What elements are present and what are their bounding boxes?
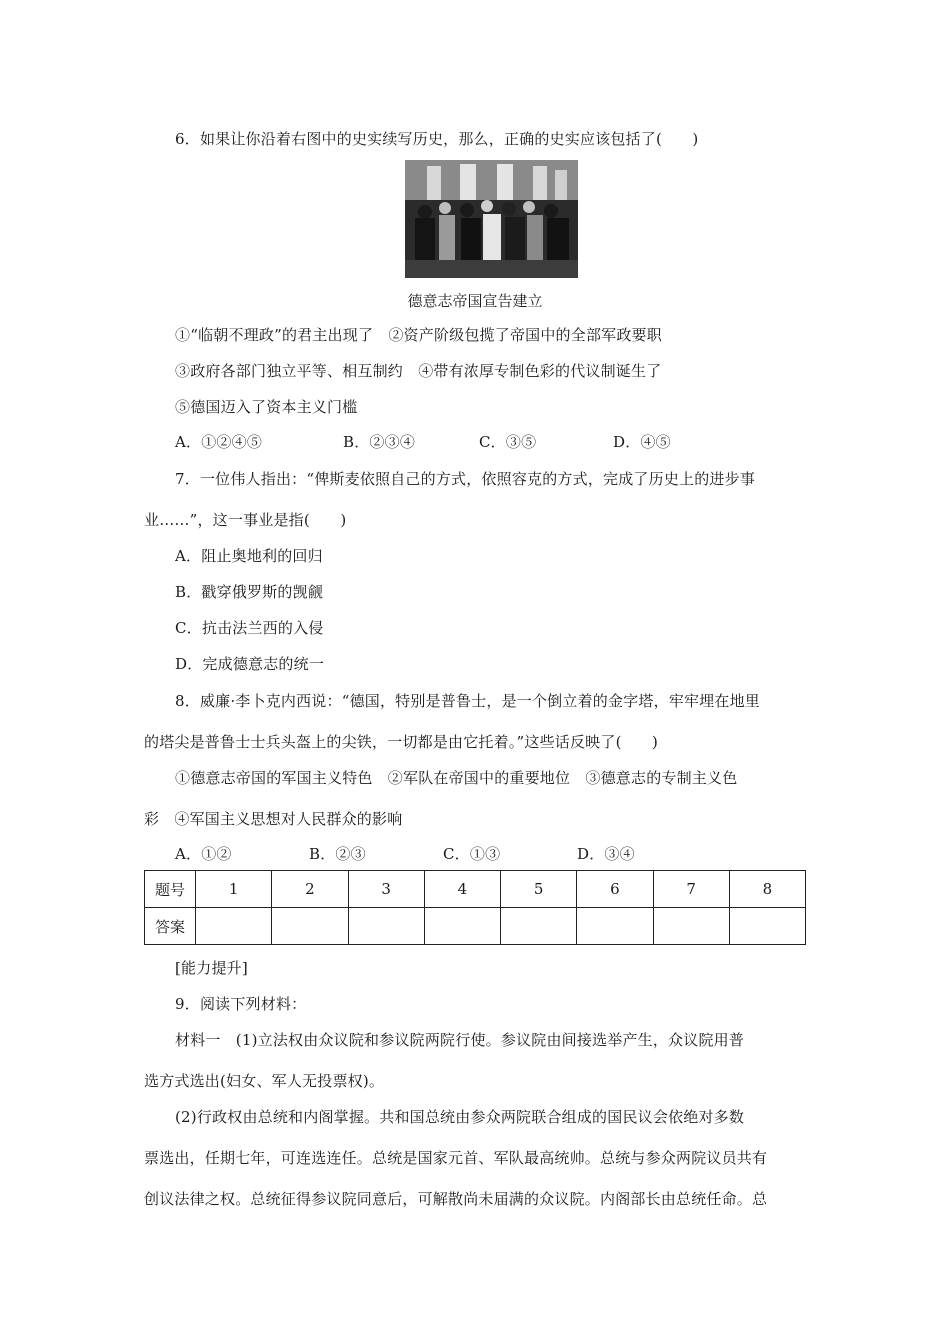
q9-material-2: (2)行政权由总统和内阁掌握。共和国总统由参众两院联合组成的国民议会依绝对多数 — [175, 1108, 745, 1126]
q8-items-continued: 彩 ④军国主义思想对人民群众的影响 — [144, 810, 403, 828]
q6-item-line: ③政府各部门独立平等、相互制约 ④带有浓厚专制色彩的代议制诞生了 — [175, 362, 662, 380]
question-number-cell: 8 — [729, 871, 805, 908]
q8-items: ①德意志帝国的军国主义特色 ②军队在帝国中的重要地位 ③德意志的专制主义色 — [175, 769, 738, 787]
question-number-cell: 5 — [501, 871, 577, 908]
table-row — [145, 871, 806, 908]
q7-stem: 7．一位伟人指出：“俾斯麦依照自己的方式，依照容克的方式，完成了历史上的进步事 — [175, 470, 756, 488]
option-a: A．①②④⑤ — [175, 433, 263, 451]
q7-option-b: B．戳穿俄罗斯的觊觎 — [175, 583, 324, 601]
question-number-cell: 6 — [577, 871, 653, 908]
q9-material-1: 材料一 (1)立法权由众议院和参议院两院行使。参议院由间接选举产生，众议院用普 — [175, 1031, 745, 1049]
question-number-cell: 2 — [272, 871, 348, 908]
question-number-cell: 7 — [653, 871, 729, 908]
answer-cell[interactable] — [424, 908, 500, 945]
q9-stem: 9．阅读下列材料： — [175, 995, 307, 1013]
answer-cell[interactable] — [653, 908, 729, 945]
q9-material-2-continued: 票选出，任期七年，可连选连任。总统是国家元首、军队最高统帅。总统与参众两院议员共有 — [144, 1149, 768, 1167]
option-a: A．①② — [175, 845, 232, 863]
option-b: B．②③ — [309, 845, 366, 863]
option-d: D．④⑤ — [613, 433, 671, 451]
option-c: C．③⑤ — [479, 433, 537, 451]
q7-option-c: C．抗击法兰西的入侵 — [175, 619, 324, 637]
option-b: B．②③④ — [343, 433, 416, 451]
q7-option-d: D．完成德意志的统一 — [175, 655, 325, 673]
q7-option-a: A．阻止奥地利的回归 — [175, 547, 323, 565]
q6-item-line: ⑤德国迈入了资本主义门槛 — [175, 398, 358, 416]
row-label-question-number: 题号 — [145, 871, 196, 908]
q6-stem: 6．如果让你沿着右图中的史实续写历史，那么，正确的史实应该包括了( ) — [175, 130, 699, 148]
answer-cell[interactable] — [501, 908, 577, 945]
q8-stem: 8．威廉·李卜克内西说：“德国，特别是普鲁士，是一个倒立着的金字塔，牢牢埋在地里 — [175, 692, 760, 710]
table-row — [145, 908, 806, 945]
image-caption: 德意志帝国宣告建立 — [407, 292, 543, 310]
historical-painting-image — [405, 160, 578, 278]
question-number-cell: 4 — [424, 871, 500, 908]
q8-options — [175, 843, 635, 864]
answer-table — [144, 870, 806, 945]
question-number-cell: 3 — [348, 871, 424, 908]
option-c: C．①③ — [443, 845, 501, 863]
answer-cell[interactable] — [272, 908, 348, 945]
section-title: [能力提升] — [175, 959, 248, 977]
proclamation-photo — [405, 160, 578, 278]
row-label-answer: 答案 — [145, 908, 196, 945]
q9-material-1-continued: 选方式选出(妇女、军人无投票权)。 — [144, 1072, 385, 1090]
q9-material-2-continued: 创议法律之权。总统征得参议院同意后，可解散尚未届满的众议院。内阁部长由总统任命。总 — [144, 1190, 768, 1208]
answer-cell[interactable] — [348, 908, 424, 945]
q7-stem-continued: 业……”，这一事业是指( ) — [144, 511, 347, 529]
answer-cell[interactable] — [577, 908, 653, 945]
answer-cell[interactable] — [196, 908, 272, 945]
q6-item-line: ①“临朝不理政”的君主出现了 ②资产阶级包揽了帝国中的全部军政要职 — [175, 326, 662, 344]
q8-stem-continued: 的塔尖是普鲁士士兵头盔上的尖铁，一切都是由它托着。”这些话反映了( ) — [144, 733, 659, 751]
question-number-cell: 1 — [196, 871, 272, 908]
q6-options — [175, 431, 671, 452]
option-d: D．③④ — [577, 845, 635, 863]
answer-cell[interactable] — [729, 908, 805, 945]
